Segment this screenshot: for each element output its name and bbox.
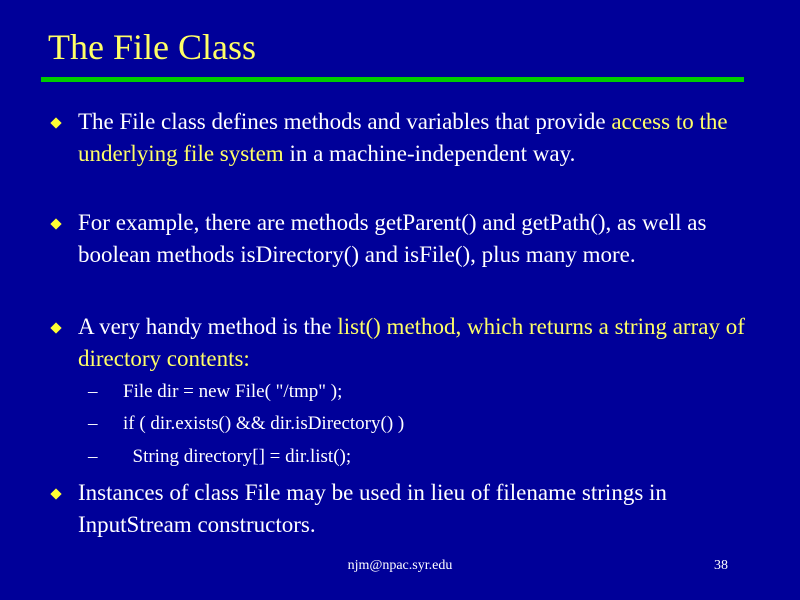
bullet-text-part: in a machine-independent way. bbox=[283, 141, 576, 166]
footer-email: njm@npac.syr.edu bbox=[347, 558, 453, 573]
slide-title: The File Class bbox=[48, 27, 256, 67]
bullet-text bbox=[78, 311, 748, 375]
diamond-bullet-icon bbox=[50, 218, 61, 229]
title-divider bbox=[41, 77, 744, 82]
code-line-text: if ( dir.exists() && dir.isDirectory() ) bbox=[123, 413, 405, 434]
bullet-text-part: A very handy method is the bbox=[78, 314, 338, 339]
bullet-text bbox=[78, 106, 748, 170]
page-number: 38 bbox=[714, 558, 728, 573]
diamond-bullet-icon bbox=[50, 488, 61, 499]
bullet-text-part: For example, there are methods getParent() and getPath(), as well as boolean methods isDirectory() and isFile(), plus many more. bbox=[78, 210, 707, 267]
bullet-text bbox=[78, 207, 748, 271]
bullet-text bbox=[78, 477, 748, 541]
diamond-bullet-icon bbox=[50, 117, 61, 128]
code-line-text: String directory[] = dir.list(); bbox=[123, 446, 352, 467]
code-line-text: File dir = new File( "/tmp" ); bbox=[123, 381, 343, 402]
dash-bullet-icon: – bbox=[88, 413, 98, 434]
bullet-text-highlight: list() method, which returns a string array of directory contents: bbox=[78, 314, 745, 371]
dash-bullet-icon: – bbox=[88, 381, 98, 402]
bullet-text-part: The File class defines methods and variables that provide bbox=[78, 109, 612, 134]
bullet-text-part: Instances of class File may be used in lieu of filename strings in InputStream constructors. bbox=[78, 480, 667, 537]
diamond-bullet-icon bbox=[50, 322, 61, 333]
bullet-text-highlight: access to the underlying file system bbox=[78, 109, 728, 166]
dash-bullet-icon: – bbox=[88, 446, 98, 467]
